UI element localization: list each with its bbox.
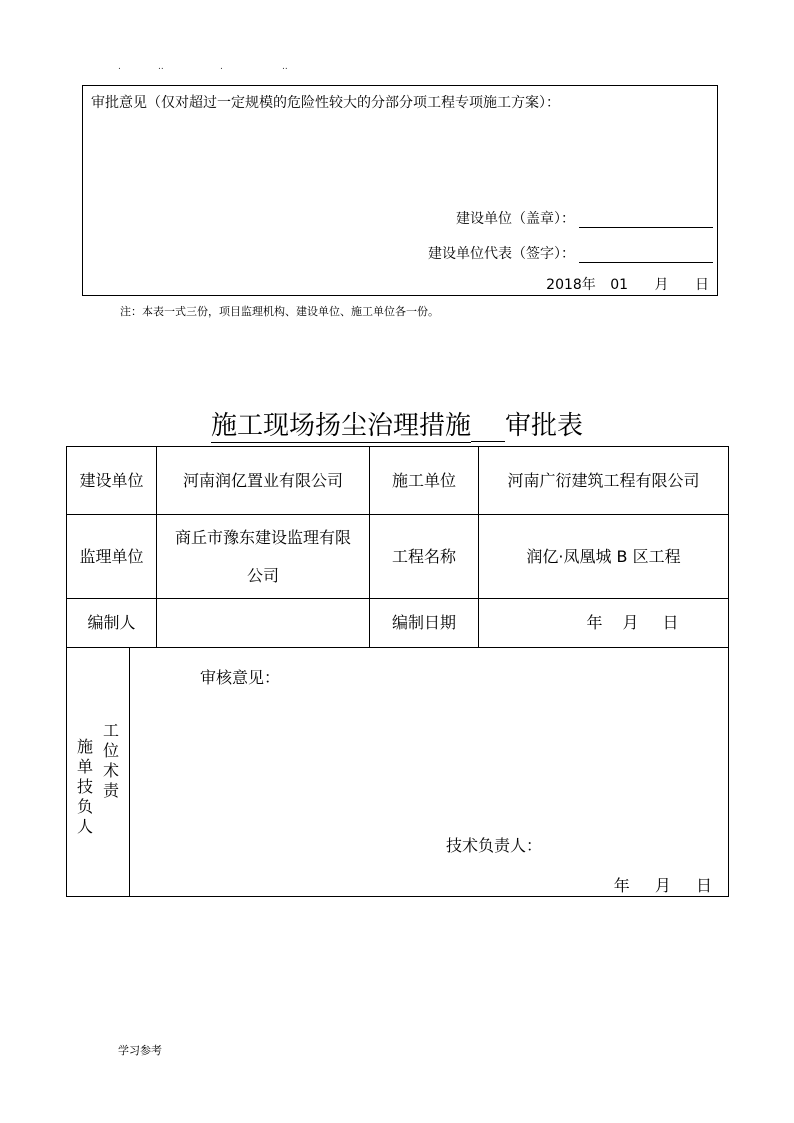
tech-person-label: 技术负责人： xyxy=(446,836,543,855)
vertical-col2: 工位术责 xyxy=(103,721,120,800)
review-day: 日 xyxy=(695,876,712,895)
label-preparer: 编制人 xyxy=(66,598,157,648)
prep-year: 年 xyxy=(586,613,603,632)
owner-seal-label: 建设单位（盖章）： xyxy=(456,211,575,227)
title-blank xyxy=(471,411,505,442)
approval-title: 审批意见（仅对超过一定规模的危险性较大的分部分项工程专项施工方案）： xyxy=(91,95,560,111)
review-year: 年 xyxy=(613,876,630,895)
value-contractor: 河南广衍建筑工程有限公司 xyxy=(478,446,729,515)
approval-date xyxy=(546,274,709,294)
label-project-name: 工程名称 xyxy=(369,514,479,599)
dot: .. xyxy=(158,62,164,72)
approval-box xyxy=(82,85,718,296)
tech-lead-vertical xyxy=(77,721,120,837)
approval-day: 日 xyxy=(695,277,709,293)
value-project-name: 润亿·凤凰城 B 区工程 xyxy=(478,514,729,599)
approval-month-num: 01 xyxy=(610,277,629,293)
approval-year: 2018年 xyxy=(546,277,596,293)
approval-month: 月 xyxy=(654,277,669,293)
footer-text: 学习参考 xyxy=(118,1044,162,1057)
copy-note: 注：本表一式三份，项目监理机构、建设单位、施工单位各一份。 xyxy=(120,305,439,318)
owner-rep-label: 建设单位代表（签字）： xyxy=(428,246,575,262)
value-preparer[interactable] xyxy=(156,598,370,648)
review-label: 审核意见： xyxy=(200,668,281,687)
value-prep-date[interactable] xyxy=(478,598,729,648)
vertical-col1: 施单技负人 xyxy=(77,737,94,836)
review-area[interactable] xyxy=(129,647,729,897)
value-supervisor: 商丘市豫东建设监理有限公司 xyxy=(156,514,370,599)
label-tech-lead xyxy=(66,647,130,897)
title-part2: 审批表 xyxy=(505,411,584,441)
prep-day: 日 xyxy=(662,613,679,632)
prep-month: 月 xyxy=(622,613,639,632)
label-contractor: 施工单位 xyxy=(369,446,479,515)
review-month: 月 xyxy=(654,876,671,895)
owner-rep-row xyxy=(428,243,713,263)
page-title xyxy=(0,405,794,442)
label-prep-date: 编制日期 xyxy=(369,598,479,648)
review-date xyxy=(614,867,712,905)
dot: . xyxy=(220,62,223,72)
approval-table xyxy=(66,446,729,897)
title-part1: 施工现场扬尘治理措施 xyxy=(210,411,471,441)
owner-seal-line[interactable] xyxy=(579,212,713,228)
label-owner: 建设单位 xyxy=(66,446,157,515)
label-supervisor: 监理单位 xyxy=(66,514,157,599)
owner-rep-line[interactable] xyxy=(579,247,713,263)
value-owner: 河南润亿置业有限公司 xyxy=(156,446,370,515)
dot: .. xyxy=(282,62,288,72)
dot: . xyxy=(118,62,121,72)
owner-seal-row xyxy=(456,208,713,228)
